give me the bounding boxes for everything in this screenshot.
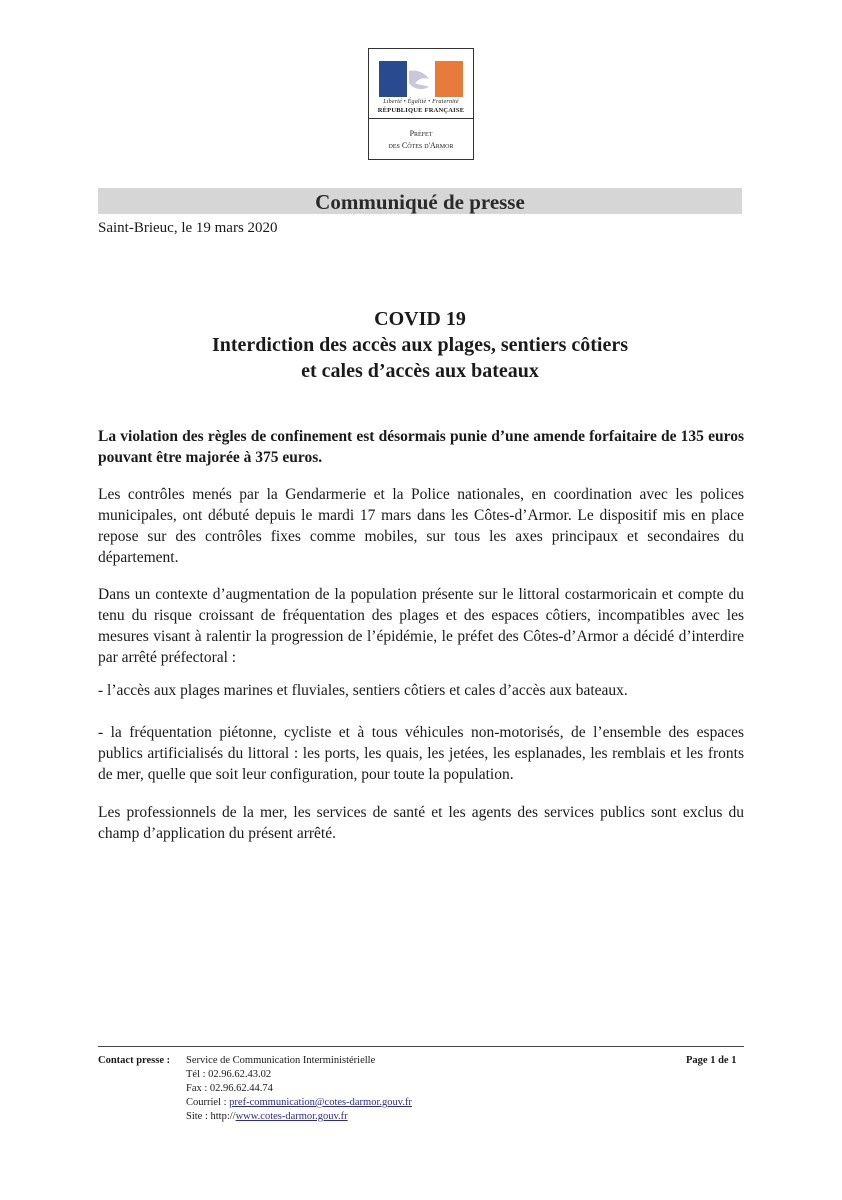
paragraph-ban-beaches: - l’accès aux plages marines et fluviales, sentiers côtiers et cales d’accès aux bateaux. — [98, 682, 628, 699]
footer-tel: Tél : 02.96.62.43.02 — [186, 1069, 272, 1080]
release-date: Saint-Brieuc, le 19 mars 2020 — [98, 220, 278, 236]
paragraph-exemptions: Les professionnels de la mer, les services de santé et les agents des services publics sont exclus du champ d’application du présent arrêté. — [98, 804, 744, 842]
paragraph-controls: Les contrôles menés par la Gendarmerie et la Police nationales, en coordination avec les polices municipales, ont débuté depuis le mardi 17 mars dans les Côtes-d’Armor. Le dispositif mis en place repose sur des contrôles fixes comme mobiles, sur tous les axes principaux et secondaires du département. — [98, 486, 744, 566]
paragraph-ban-public-spaces: - la fréquentation piétonne, cycliste et à tous véhicules non-motorisés, de l’ensemble des espaces publics artificialisés du littoral : les ports, les quais, les jetées, les esplanades, les remblais et les fronts de mer, quelle que soit leur configuration, pour toute la population. — [98, 724, 744, 783]
footer-divider — [98, 1046, 744, 1047]
footer-contact-details — [186, 1054, 412, 1124]
footer-courriel-label: Courriel : — [186, 1097, 230, 1108]
logo-department: des Côtes d'Armor — [388, 141, 454, 150]
logo-divider — [369, 118, 473, 119]
title-line-1: COVID 19 — [374, 308, 466, 330]
marianne-flag-icon — [379, 61, 463, 97]
footer-contact-label: Contact presse : — [98, 1055, 171, 1066]
footer-fax: Fax : 02.96.62.44.74 — [186, 1083, 273, 1094]
footer-site-label: Site : http:// — [186, 1111, 236, 1122]
page-number: Page 1 de 1 — [686, 1055, 737, 1066]
footer-service: Service de Communication Interministérielle — [186, 1055, 376, 1066]
banner-title: Communiqué de presse — [315, 190, 525, 214]
footer-courriel-row — [186, 1096, 412, 1110]
logo-prefet: Préfet — [409, 129, 433, 138]
title-line-3: et cales d’accès aux bateaux — [301, 360, 539, 382]
title-line-2: Interdiction des accès aux plages, sentiers côtiers — [211, 334, 629, 356]
logo-republique: RÉPUBLIQUE FRANÇAISE — [377, 107, 465, 114]
footer-email-link[interactable]: pref-communication@cotes-darmor.gouv.fr — [229, 1097, 412, 1108]
footer-site-link[interactable]: www.cotes-darmor.gouv.fr — [235, 1111, 348, 1122]
logo-motto: Liberté • Égalité • Fraternité — [383, 99, 459, 105]
lead-paragraph: La violation des règles de confinement est désormais punie d’une amende forfaitaire de 135 euros pouvant être majorée à 375 euros. — [98, 428, 744, 466]
press-release-banner — [98, 188, 742, 214]
footer-site-row — [186, 1110, 412, 1124]
paragraph-context: Dans un contexte d’augmentation de la population présente sur le littoral costarmoricain et compte du tenu du risque croissant de fréquentation des plages et des espaces côtiers, incompatibles avec les mesures visant à ralentir la progression de l’épidémie, le préfet des Côtes-d’Armor a décidé d’interdire par arrêté préfectoral : — [98, 586, 744, 666]
prefecture-logo — [368, 48, 474, 160]
